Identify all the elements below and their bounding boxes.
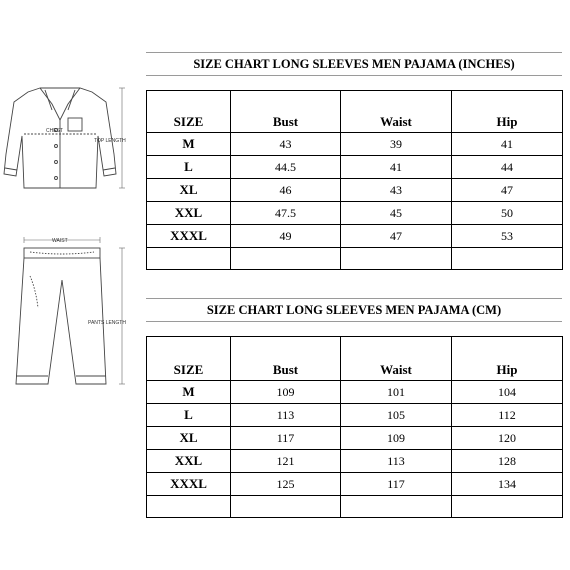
header-bust: Bust bbox=[231, 337, 341, 381]
table-row bbox=[147, 496, 563, 518]
table-row bbox=[147, 202, 563, 225]
header-bust: Bust bbox=[231, 91, 341, 133]
table-row bbox=[147, 225, 563, 248]
waist-cell: 105 bbox=[341, 404, 452, 427]
cm-title-row bbox=[146, 298, 562, 322]
size-cell: XXL bbox=[147, 202, 231, 225]
hip-cell bbox=[452, 248, 563, 270]
hip-cell: 47 bbox=[452, 179, 563, 202]
size-cell: L bbox=[147, 156, 231, 179]
size-cell: XXL bbox=[147, 450, 231, 473]
waist-label: WAIST bbox=[52, 238, 68, 244]
pants-icon bbox=[16, 237, 125, 384]
waist-cell: 109 bbox=[341, 427, 452, 450]
hip-cell: 104 bbox=[452, 381, 563, 404]
hip-cell: 112 bbox=[452, 404, 563, 427]
size-cell: XL bbox=[147, 179, 231, 202]
waist-cell: 43 bbox=[341, 179, 452, 202]
cm-size-chart bbox=[146, 298, 562, 518]
table-row bbox=[147, 156, 563, 179]
bust-cell: 113 bbox=[231, 404, 341, 427]
table-row bbox=[147, 133, 563, 156]
table-row bbox=[147, 450, 563, 473]
bust-cell: 46 bbox=[231, 179, 341, 202]
table-row bbox=[147, 179, 563, 202]
size-cell: XXXL bbox=[147, 473, 231, 496]
bust-cell: 117 bbox=[231, 427, 341, 450]
table-row bbox=[147, 427, 563, 450]
inches-title-row bbox=[146, 52, 562, 76]
cm-chart-title: SIZE CHART LONG SLEEVES MEN PAJAMA (CM) bbox=[206, 302, 502, 317]
hip-cell: 120 bbox=[452, 427, 563, 450]
bust-cell: 125 bbox=[231, 473, 341, 496]
size-cell: L bbox=[147, 404, 231, 427]
header-waist: Waist bbox=[341, 337, 452, 381]
size-cell: M bbox=[147, 381, 231, 404]
header-hip: Hip bbox=[452, 337, 563, 381]
header-hip: Hip bbox=[452, 91, 563, 133]
waist-cell: 41 bbox=[341, 156, 452, 179]
size-cell: M bbox=[147, 133, 231, 156]
cm-table bbox=[146, 336, 563, 518]
header-waist: Waist bbox=[341, 91, 452, 133]
table-row bbox=[147, 248, 563, 270]
top-length-label: TOP LENGTH bbox=[94, 138, 126, 144]
hip-cell: 134 bbox=[452, 473, 563, 496]
bust-cell bbox=[231, 496, 341, 518]
header-size: SIZE bbox=[147, 337, 231, 381]
bust-cell bbox=[231, 248, 341, 270]
bust-cell: 49 bbox=[231, 225, 341, 248]
pants-length-label: PANTS LENGTH bbox=[88, 320, 126, 326]
header-size: SIZE bbox=[147, 91, 231, 133]
hip-cell: 128 bbox=[452, 450, 563, 473]
bust-cell: 44.5 bbox=[231, 156, 341, 179]
waist-cell: 117 bbox=[341, 473, 452, 496]
table-row bbox=[147, 473, 563, 496]
hip-cell bbox=[452, 496, 563, 518]
size-cell bbox=[147, 248, 231, 270]
waist-cell bbox=[341, 496, 452, 518]
hip-cell: 41 bbox=[452, 133, 563, 156]
inches-table bbox=[146, 90, 563, 270]
bust-cell: 121 bbox=[231, 450, 341, 473]
chest-label: CHEST bbox=[46, 128, 63, 134]
waist-cell: 101 bbox=[341, 381, 452, 404]
size-cell: XL bbox=[147, 427, 231, 450]
table-header-row bbox=[147, 337, 563, 381]
size-cell: XXXL bbox=[147, 225, 231, 248]
bust-cell: 109 bbox=[231, 381, 341, 404]
garment-illustration bbox=[0, 80, 140, 410]
waist-cell bbox=[341, 248, 452, 270]
hip-cell: 53 bbox=[452, 225, 563, 248]
inches-size-chart bbox=[146, 52, 562, 270]
waist-cell: 47 bbox=[341, 225, 452, 248]
hip-cell: 50 bbox=[452, 202, 563, 225]
inches-chart-title: SIZE CHART LONG SLEEVES MEN PAJAMA (INCHES) bbox=[193, 56, 515, 71]
size-cell bbox=[147, 496, 231, 518]
bust-cell: 43 bbox=[231, 133, 341, 156]
table-row bbox=[147, 381, 563, 404]
waist-cell: 39 bbox=[341, 133, 452, 156]
waist-cell: 113 bbox=[341, 450, 452, 473]
waist-cell: 45 bbox=[341, 202, 452, 225]
hip-cell: 44 bbox=[452, 156, 563, 179]
bust-cell: 47.5 bbox=[231, 202, 341, 225]
table-row bbox=[147, 404, 563, 427]
table-header-row bbox=[147, 91, 563, 133]
